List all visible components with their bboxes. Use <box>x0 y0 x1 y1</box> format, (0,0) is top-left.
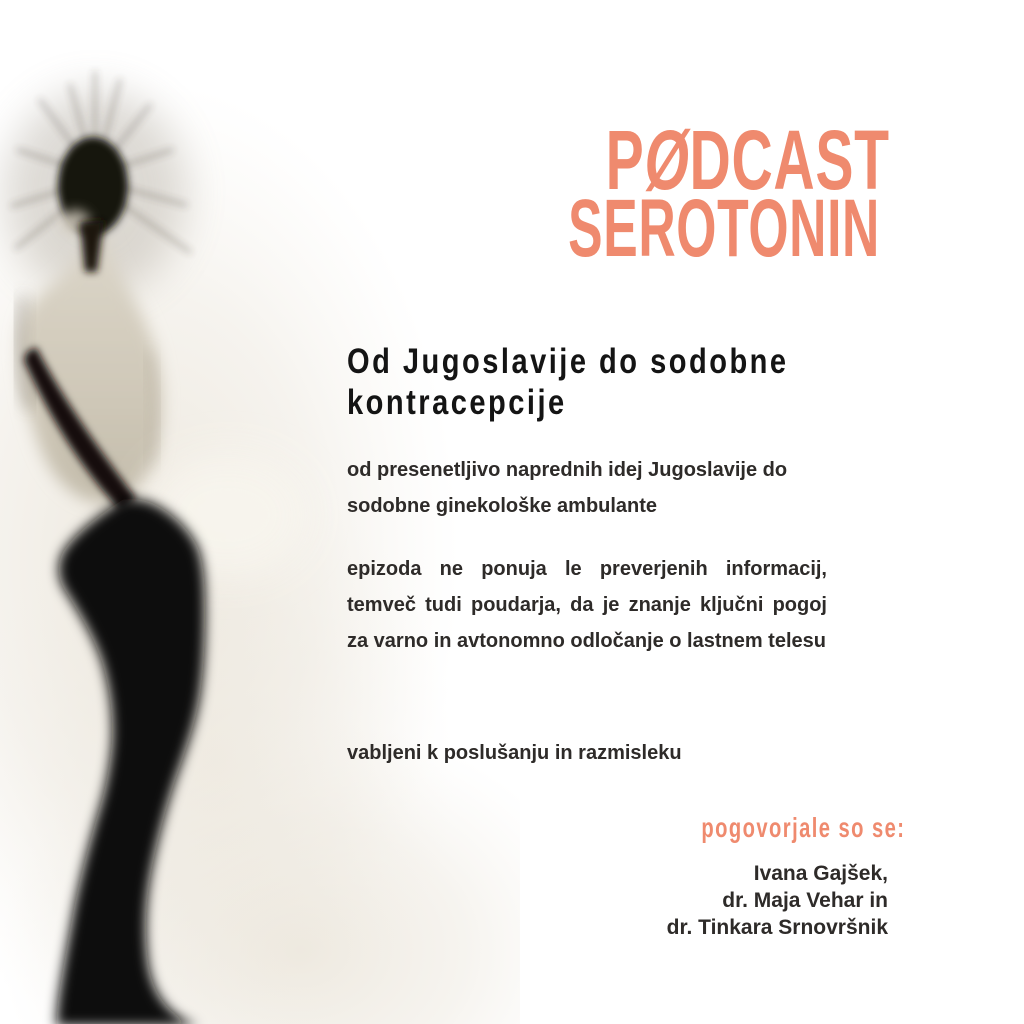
speaker-name: dr. Tinkara Srnovršnik <box>666 916 888 939</box>
logo-line-serotonin: SEROTONIN <box>568 183 880 274</box>
episode-description-paragraph: epizoda ne ponuja le preverjenih informacij, temveč tudi poudarja, da je znanje ključni pogoj za varno in avtonomno odločanje o lastnem telesu <box>347 558 827 652</box>
episode-invitation-line: vabljeni k poslušanju in razmisleku <box>347 742 682 764</box>
speaker-name: dr. Maja Vehar in <box>722 889 888 912</box>
logo-letter-p: P <box>605 113 645 207</box>
episode-intro-paragraph: od presenetljivo naprednih idej Jugoslavije do sodobne ginekološke ambulante <box>347 459 788 517</box>
speaker-name: Ivana Gajšek, <box>753 862 888 885</box>
speaker-names <box>667 860 888 941</box>
speakers-label: pogovorjale so se: <box>700 812 905 843</box>
episode-title: Od Jugoslavije do sodobne kontracepcije <box>347 342 789 422</box>
logo-letters-dcast: DCAST <box>689 113 890 207</box>
logo-slashed-o: Ø <box>644 113 690 207</box>
